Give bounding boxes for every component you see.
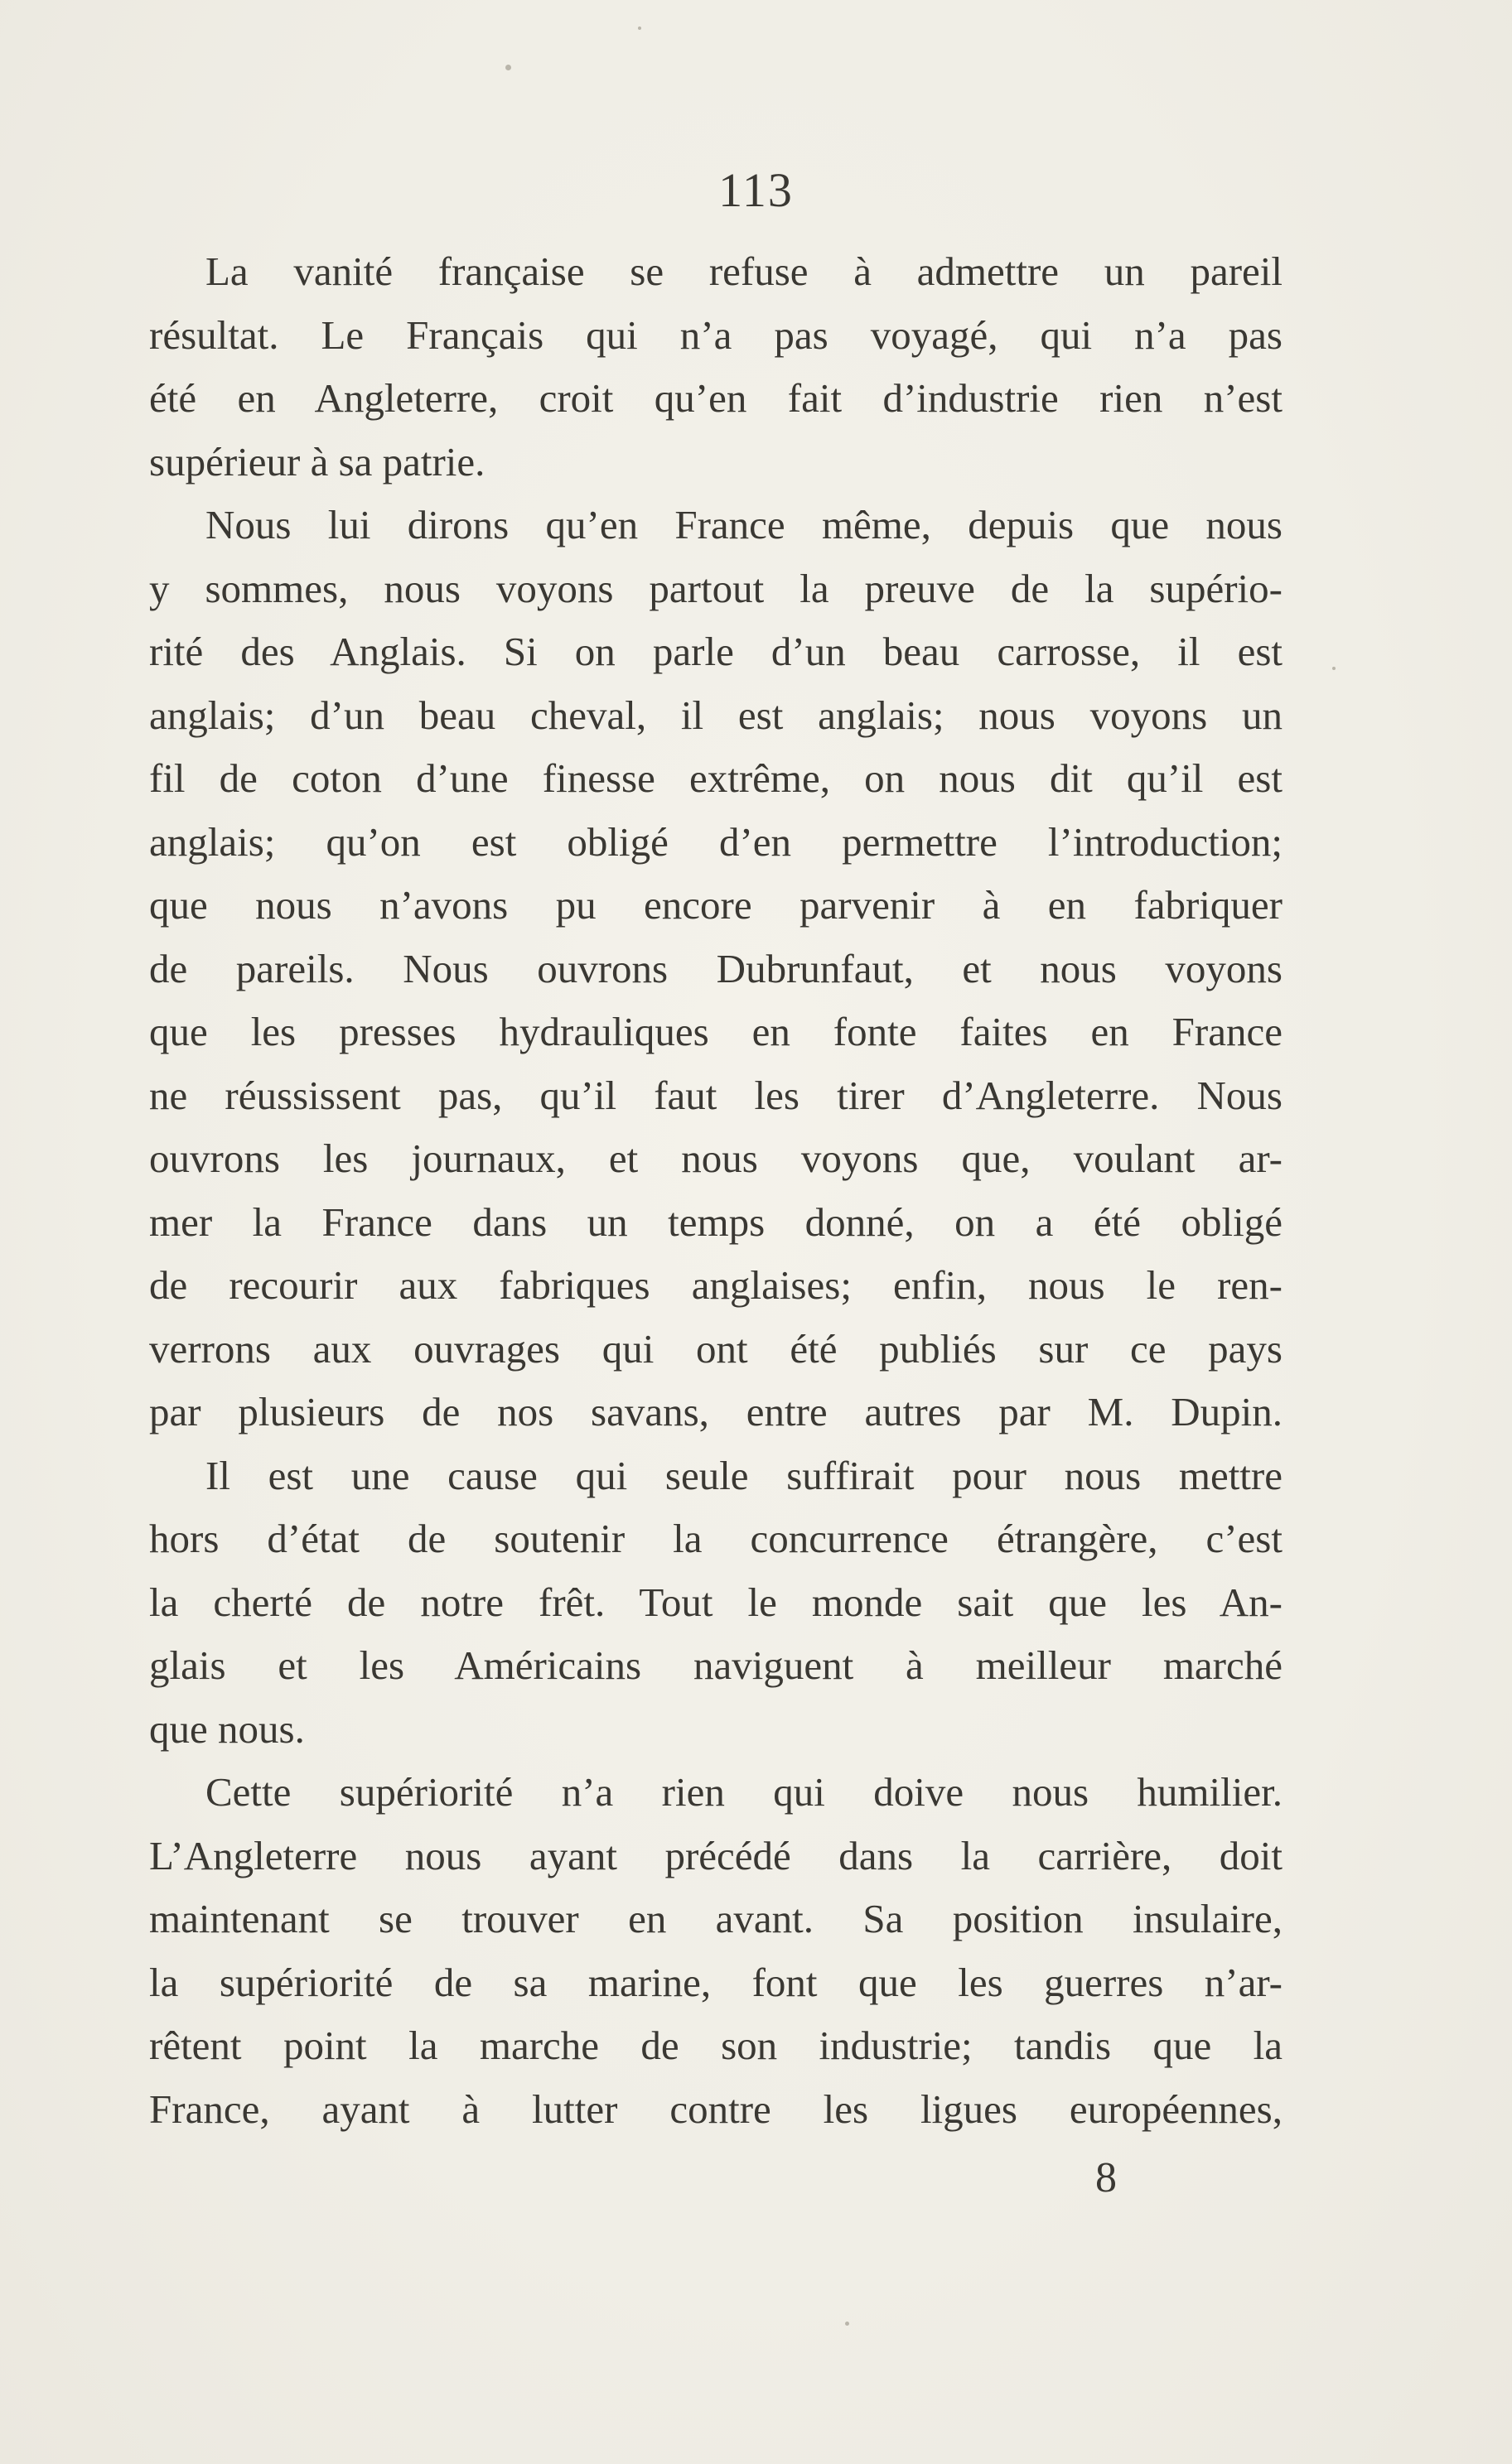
text-line: Cette supériorité n’a rien qui doive nous humilier.	[205, 1769, 1283, 1815]
text-line: la cherté de notre frêt. Tout le monde sait que les An-	[149, 1579, 1283, 1625]
paragraph	[149, 240, 1283, 494]
text-line: Nous lui dirons qu’en France même, depuis que nous	[205, 502, 1283, 547]
text-line: par plusieurs de nos savans, entre autres par M. Dupin.	[149, 1389, 1283, 1435]
paper-speck	[845, 2322, 849, 2326]
text-line: maintenant se trouver en avant. Sa position insulaire,	[149, 1896, 1283, 1941]
text-line: supérieur à sa patrie.	[149, 438, 485, 485]
text-line: anglais; qu’on est obligé d’en permettre l’introduction;	[149, 818, 1283, 865]
signature-mark-number: 8	[1095, 2154, 1117, 2201]
text-line: fil de coton d’une finesse extrême, on nous dit qu’il est	[149, 755, 1283, 801]
text-line: que nous.	[149, 1705, 305, 1752]
text-line: France, ayant à lutter contre les ligues européennes,	[149, 2085, 1283, 2132]
text-line: L’Angleterre nous ayant précédé dans la carrière, doit	[149, 1832, 1283, 1878]
text-line: résultat. Le Français qui n’a pas voyagé, qui n’a pas	[149, 311, 1283, 358]
text-line: glais et les Américains naviguent à meilleur marché	[149, 1642, 1283, 1688]
paragraph	[149, 1761, 1283, 2141]
text-line: ne réussissent pas, qu’il faut les tirer d’Angleterre. Nous	[149, 1072, 1283, 1118]
text-line: que les presses hydrauliques en fonte faites en France	[149, 1009, 1283, 1054]
paragraph	[149, 494, 1283, 1444]
text-line: verrons aux ouvrages qui ont été publiés sur ce pays	[149, 1325, 1283, 1372]
page-number: 113	[718, 163, 794, 217]
text-line: Il est une cause qui seule suffirait pour nous mettre	[205, 1452, 1283, 1498]
text-line: rêtent point la marche de son industrie; tandis que la	[149, 2023, 1283, 2068]
text-line: La vanité française se refuse à admettre un pareil	[205, 248, 1283, 294]
paper-speck	[505, 65, 511, 70]
text-line: hors d’état de soutenir la concurrence étrangère, c’est	[149, 1516, 1283, 1561]
text-line: que nous n’avons pu encore parvenir à en fabriquer	[149, 882, 1283, 928]
paper-speck	[638, 27, 641, 30]
text-line: anglais; d’un beau cheval, il est anglais; nous voyons un	[149, 692, 1283, 738]
text-line: ouvrons les journaux, et nous voyons que, voulant ar-	[149, 1136, 1283, 1181]
text-line: mer la France dans un temps donné, on a été obligé	[149, 1198, 1283, 1245]
text-line: la supériorité de sa marine, font que les guerres n’ar-	[149, 1959, 1283, 2005]
body-text	[149, 240, 1283, 2141]
text-line: rité des Anglais. Si on parle d’un beau carrosse, il est	[149, 629, 1283, 674]
paragraph	[149, 1444, 1283, 1762]
text-line: y sommes, nous voyons partout la preuve de la supério-	[149, 565, 1283, 611]
paper-speck	[1332, 667, 1336, 670]
text-line: été en Angleterre, croit qu’en fait d’industrie rien n’est	[149, 375, 1283, 421]
text-line: de recourir aux fabriques anglaises; enfin, nous le ren-	[149, 1262, 1283, 1308]
text-line: de pareils. Nous ouvrons Dubrunfaut, et nous voyons	[149, 945, 1283, 991]
